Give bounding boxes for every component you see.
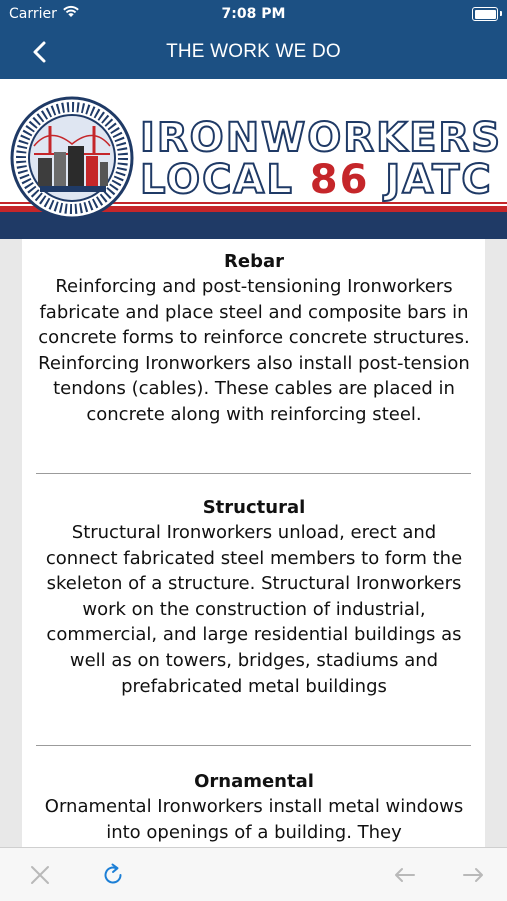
section-divider [36, 745, 471, 746]
section-title: Structural [202, 497, 306, 518]
section-ornamental [34, 769, 474, 845]
logo-local-text: LOCAL [140, 157, 310, 203]
forward-arrow-icon[interactable] [458, 860, 488, 890]
logo-jatc-text: JATC [369, 157, 493, 203]
close-icon[interactable] [25, 860, 55, 890]
logo-local-number: 86 [309, 157, 370, 203]
battery-tip [500, 11, 502, 16]
section-body: Structural Ironworkers unload, erect and connect fabricated steel members to form the skeleton of a structure. Structural Ironworkers work on the construction of industrial, commercial, and large residential buildings as well as on towers, bridges, stadiums and prefabricated metal buildings [45, 522, 463, 697]
section-rebar [34, 249, 474, 428]
top-bar [0, 0, 507, 79]
page-title: THE WORK WE DO [166, 41, 341, 62]
section-body: Reinforcing and post-tensioning Ironworkers fabricate and place steel and composite bars in concrete forms to reinforce concrete structures. Reinforcing Ironworkers also install post-tension tendons (cables). These cables are placed in concrete along with reinforcing steel. [38, 276, 470, 425]
section-body: Ornamental Ironworkers install metal windows into openings of a building. They [44, 796, 464, 843]
battery-icon [472, 7, 498, 21]
union-seal-logo [10, 96, 134, 220]
navigation-bar [0, 28, 507, 79]
section-title: Rebar [224, 251, 284, 272]
status-bar [0, 0, 507, 28]
content-card [22, 239, 485, 847]
refresh-icon[interactable] [98, 860, 128, 890]
logo-wordmark-line2 [140, 157, 493, 203]
back-arrow-icon[interactable] [390, 860, 420, 890]
browser-toolbar [0, 847, 507, 901]
clock: 7:08 PM [221, 6, 286, 22]
section-structural [34, 495, 474, 699]
logo-wordmark-line1: IRONWORKERS [140, 115, 503, 161]
section-divider [36, 473, 471, 474]
header-banner [0, 79, 507, 239]
carrier-label: Carrier [9, 6, 57, 22]
section-title: Ornamental [194, 771, 314, 792]
